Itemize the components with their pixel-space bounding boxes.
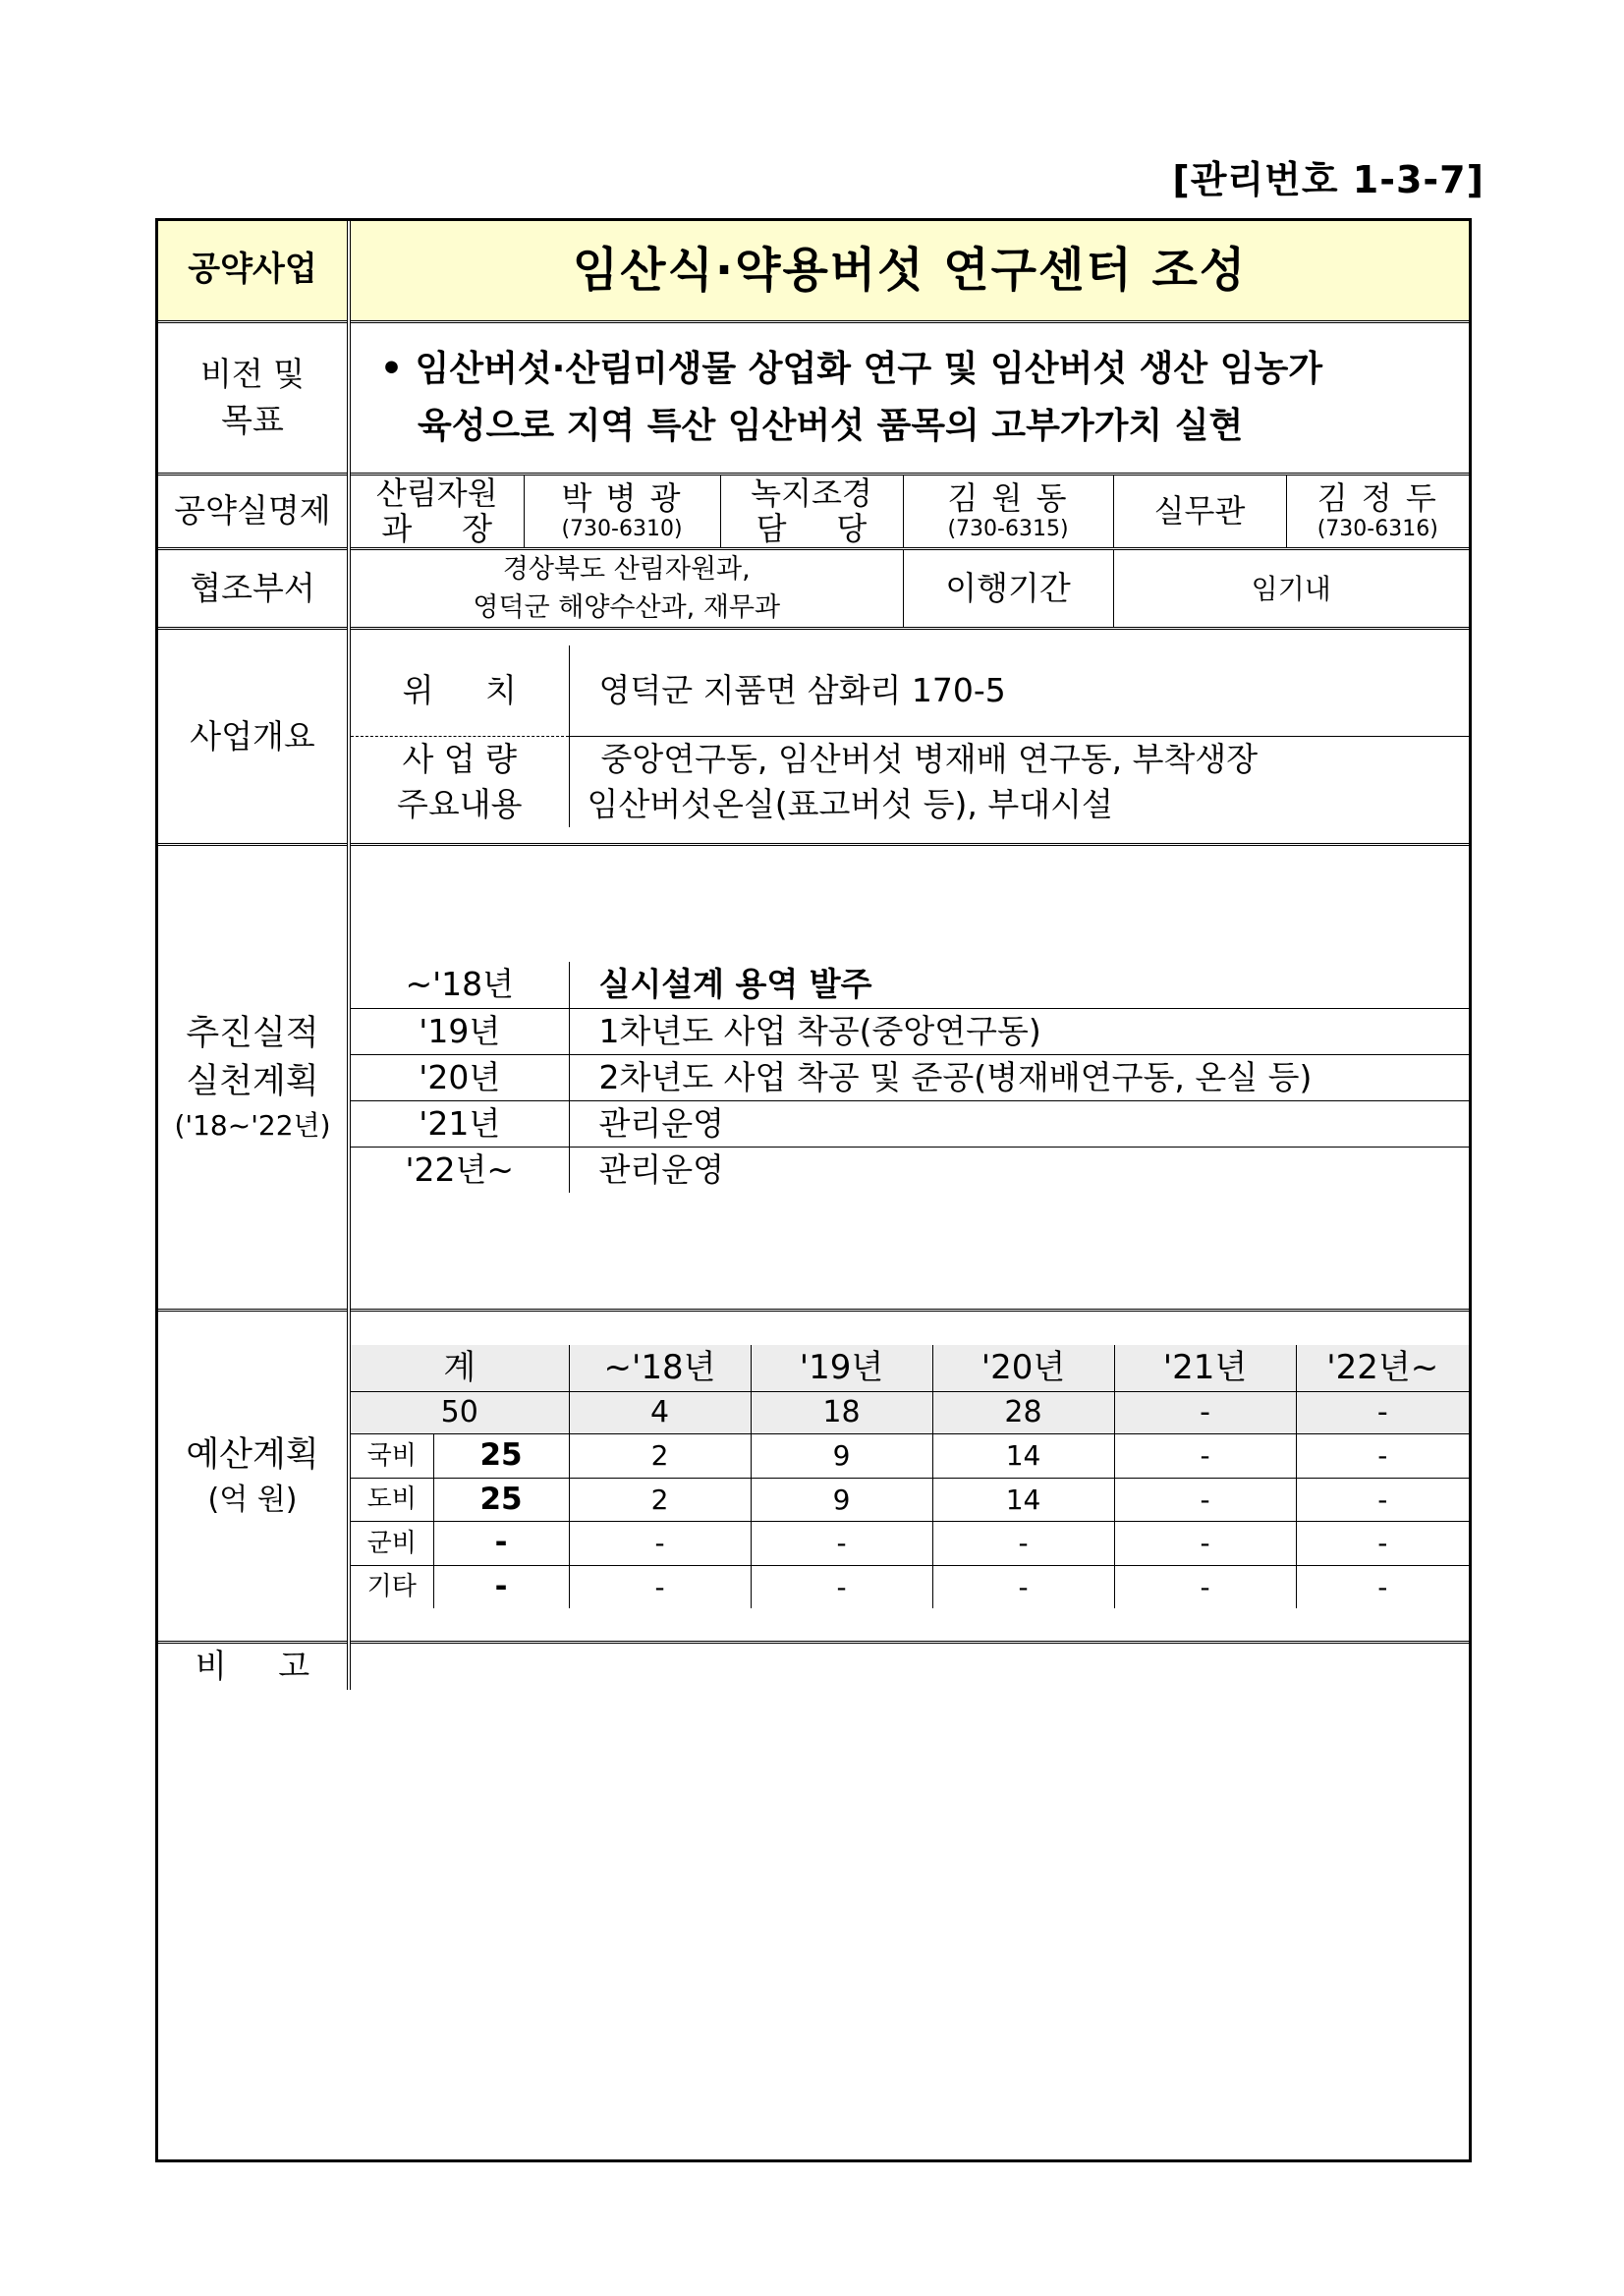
- budget-total-cell: -: [1114, 1392, 1296, 1434]
- vision-label-line2: 목표: [221, 400, 284, 439]
- officers-label: 공약실명제: [158, 474, 349, 549]
- budget-cell: 9: [751, 1478, 932, 1521]
- budget-cell: 2: [569, 1434, 751, 1478]
- scope-value-line1: 중앙연구동, 임산버섯 병재배 연구동, 부착생장: [600, 739, 1259, 778]
- progress-label-line1: 추진실적: [186, 1014, 319, 1054]
- budget-cell: 9: [751, 1434, 932, 1478]
- officer-role-1: [351, 476, 524, 548]
- officer-2-name: 김 원 동: [947, 478, 1069, 517]
- scope-label: [351, 736, 569, 827]
- budget-total-cell: -: [1296, 1392, 1469, 1434]
- progress-plan: 1차년도 사업 착공(중앙연구동): [569, 1008, 1469, 1054]
- budget-row: [351, 1434, 1469, 1478]
- budget-source: 기타: [351, 1565, 433, 1608]
- budget-header: ~'18년: [569, 1345, 751, 1392]
- budget-source-sum: -: [433, 1565, 569, 1608]
- progress-row: [351, 1008, 1469, 1054]
- location-label: [351, 645, 569, 736]
- location-label-text: 위 치: [402, 671, 517, 710]
- progress-row: [351, 1148, 1469, 1194]
- officers-table: [351, 476, 1469, 548]
- remarks-label-text: 비 고: [195, 1647, 310, 1686]
- budget-total-row: [351, 1392, 1469, 1434]
- scope-value-line2: 임산버섯온실(표고버섯 등), 부대시설: [587, 785, 1113, 824]
- progress-row: [351, 1054, 1469, 1100]
- officer-role-2-line1: 녹지조경: [751, 475, 872, 512]
- budget-header: '19년: [751, 1345, 932, 1392]
- progress-year: ~'18년: [351, 962, 569, 1008]
- officer-2: [903, 476, 1113, 548]
- progress-plan: 2차년도 사업 착공 및 준공(병재배연구동, 온실 등): [569, 1054, 1469, 1100]
- budget-total-cell: 18: [751, 1392, 932, 1434]
- budget-cell: -: [1296, 1434, 1469, 1478]
- overview-table: [351, 645, 1469, 827]
- budget-row: [351, 1478, 1469, 1521]
- budget-cell: -: [569, 1565, 751, 1608]
- progress-label-line3: ('18~'22년): [174, 1109, 331, 1143]
- pledge-title: 임산식·약용버섯 연구센터 조성: [349, 221, 1469, 321]
- budget-total-cell: 50: [351, 1392, 569, 1434]
- budget-cell: -: [1114, 1565, 1296, 1608]
- budget-header-row: [351, 1345, 1469, 1392]
- vision-line-2: 육성으로 지역 특산 임산버섯 품목의 고부가가치 실현: [418, 405, 1244, 446]
- pledge-sheet: [155, 218, 1472, 2162]
- progress-year: '22년~: [351, 1148, 569, 1194]
- budget-cell: -: [1114, 1522, 1296, 1565]
- period-label: 이행기간: [903, 550, 1113, 627]
- budget-header: '20년: [932, 1345, 1114, 1392]
- progress-plan: 관리운영: [569, 1148, 1469, 1194]
- budget-cell: -: [932, 1565, 1114, 1608]
- budget-source-sum: 25: [433, 1434, 569, 1478]
- budget-cell: -: [1296, 1478, 1469, 1521]
- budget-row: [351, 1522, 1469, 1565]
- budget-header: '21년: [1114, 1345, 1296, 1392]
- vision-line-1: • 임산버섯·산림미생물 상업화 연구 및 임산버섯 생산 임농가: [380, 348, 1323, 389]
- budget-label: [158, 1311, 349, 1643]
- budget-cell: -: [932, 1522, 1114, 1565]
- progress-year: '19년: [351, 1008, 569, 1054]
- cooperation-dept-2: 영덕군 해양수산과, 재무과: [473, 592, 781, 624]
- vision-content: [349, 321, 1469, 474]
- progress-year: '20년: [351, 1054, 569, 1100]
- budget-cell: -: [1296, 1565, 1469, 1608]
- budget-source: 국비: [351, 1434, 433, 1478]
- progress-row: [351, 1100, 1469, 1147]
- budget-cell: -: [1296, 1522, 1469, 1565]
- overview-label: 사업개요: [158, 629, 349, 845]
- officer-role-1-line1: 산림자원: [375, 475, 498, 512]
- progress-plan: 관리운영: [569, 1100, 1469, 1147]
- budget-cell: -: [751, 1522, 932, 1565]
- cooperation-label: 협조부서: [158, 549, 349, 629]
- officer-role-3: 실무관: [1113, 476, 1286, 548]
- cooperation-table: [351, 550, 1469, 627]
- progress-row: [351, 962, 1469, 1008]
- scope-value: [569, 736, 1469, 827]
- budget-total-cell: 4: [569, 1392, 751, 1434]
- progress-label-line2: 실천계획: [186, 1062, 319, 1102]
- budget-header: '22년~: [1296, 1345, 1469, 1392]
- officer-role-2: [720, 476, 903, 548]
- progress-year: '21년: [351, 1100, 569, 1147]
- officer-3-name: 김 정 두: [1316, 478, 1438, 517]
- budget-cell: 2: [569, 1478, 751, 1521]
- officer-1: [524, 476, 720, 548]
- vision-label: [158, 321, 349, 474]
- progress-label: [158, 845, 349, 1311]
- budget-cell: -: [569, 1522, 751, 1565]
- scope-label-line1: 사 업 량: [402, 739, 518, 778]
- budget-cell: -: [1114, 1478, 1296, 1521]
- budget-label-line2: (억 원): [207, 1483, 298, 1518]
- pledge-label: 공약사업: [158, 221, 349, 321]
- budget-row: [351, 1565, 1469, 1608]
- vision-label-line1: 비전 및: [199, 355, 306, 394]
- location-value: 영덕군 지품면 삼화리 170-5: [569, 645, 1469, 736]
- budget-label-line1: 예산계획: [186, 1435, 319, 1476]
- officer-1-name: 박 병 광: [561, 478, 683, 517]
- budget-source-sum: 25: [433, 1478, 569, 1521]
- pledge-table: [158, 221, 1469, 1690]
- budget-source: 도비: [351, 1478, 433, 1521]
- budget-total-cell: 28: [932, 1392, 1114, 1434]
- budget-table: [351, 1345, 1469, 1608]
- progress-table: [351, 962, 1469, 1193]
- cooperation-dept-1: 경상북도 산림자원과,: [502, 554, 751, 586]
- remarks-label: [158, 1643, 349, 1690]
- budget-cell: -: [751, 1565, 932, 1608]
- officer-2-phone: (730-6315): [947, 516, 1069, 541]
- period-value: 임기내: [1113, 550, 1469, 627]
- officer-role-1-line2: 과 장: [381, 510, 493, 548]
- budget-source: 군비: [351, 1522, 433, 1565]
- remarks-value: [349, 1643, 1469, 1690]
- officer-role-2-line2: 담 당: [756, 510, 868, 548]
- budget-cell: 14: [932, 1478, 1114, 1521]
- officer-1-phone: (730-6310): [561, 516, 683, 541]
- budget-cell: -: [1114, 1434, 1296, 1478]
- cooperation-departments: [351, 550, 903, 627]
- scope-label-line2: 주요내용: [396, 785, 523, 824]
- progress-plan: 실시설계 용역 발주: [569, 962, 1469, 1008]
- officer-3-phone: (730-6316): [1316, 516, 1438, 541]
- officer-3: [1286, 476, 1469, 548]
- management-number: [관리번호 1-3-7]: [1172, 158, 1484, 201]
- budget-header: 계: [351, 1345, 569, 1392]
- budget-cell: 14: [932, 1434, 1114, 1478]
- budget-source-sum: -: [433, 1522, 569, 1565]
